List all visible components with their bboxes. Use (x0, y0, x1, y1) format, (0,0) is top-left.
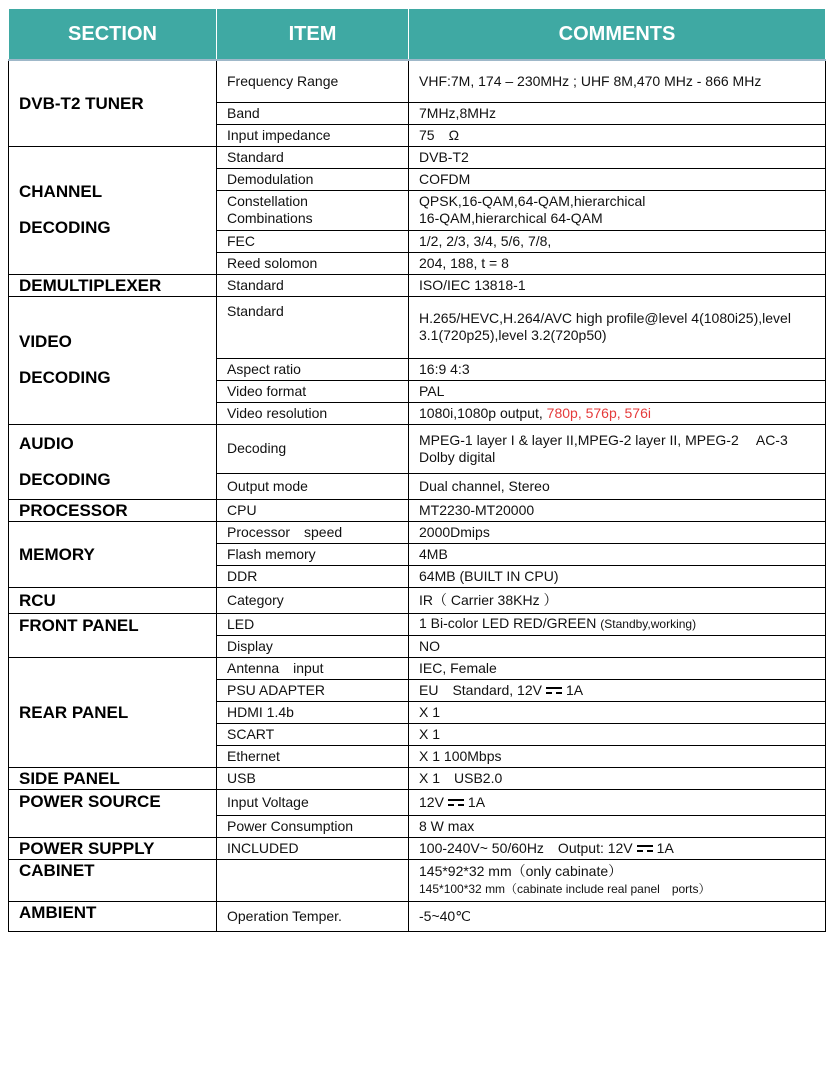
item-cell: Power Consumption (217, 815, 409, 837)
section-channel-decoding (9, 146, 217, 274)
section-power-supply: POWER SUPPLY (9, 837, 217, 859)
item-cell: Standard (217, 296, 409, 358)
item-cell: Video format (217, 380, 409, 402)
item-cell: Input impedance (217, 124, 409, 146)
comment-cell: H.265/HEVC,H.264/AVC high profile@level 4(1080i25),level 3.1(720p25),level 3.2(720p50) (409, 296, 826, 358)
comment-cell: IR（ Carrier 38KHz ） (409, 587, 826, 613)
section-side-panel: SIDE PANEL (9, 767, 217, 789)
comment-cell (409, 789, 826, 815)
comment-cell: MT2230-MT20000 (409, 499, 826, 521)
comment-cell: VHF:7M, 174 – 230MHz ; UHF 8M,470 MHz - 866 MHz (409, 60, 826, 102)
item-cell: Output mode (217, 473, 409, 499)
psu-current: 1A (565, 681, 584, 698)
comment-cell: 16:9 4:3 (409, 358, 826, 380)
header-item: ITEM (217, 9, 409, 61)
dc-symbol-icon (546, 686, 562, 695)
comment-cell: X 1 USB2.0 (409, 767, 826, 789)
comment-cell: NO (409, 635, 826, 657)
vres-highlight-text: 780p, 576p, 576i (546, 404, 651, 421)
item-cell: PSU ADAPTER (217, 679, 409, 701)
comment-cell: -5~40℃ (409, 901, 826, 931)
item-cell: Band (217, 102, 409, 124)
comment-cell: 75 Ω (409, 124, 826, 146)
section-processor: PROCESSOR (9, 499, 217, 521)
dc-symbol-icon (448, 798, 464, 807)
table-row (9, 789, 826, 815)
item-cell: Reed solomon (217, 252, 409, 274)
item-cell: DDR (217, 565, 409, 587)
section-label-line: DECODING (19, 368, 111, 387)
comment-cell: 64MB (BUILT IN CPU) (409, 565, 826, 587)
item-line: Combinations (227, 210, 313, 226)
header-section: SECTION (9, 9, 217, 61)
comment-cell: MPEG-1 layer I & layer II,MPEG-2 layer II, MPEG-2 AC-3 Dolby digital (409, 424, 826, 473)
item-cell: Display (217, 635, 409, 657)
involt-current: 1A (467, 793, 486, 810)
item-cell: Operation Temper. (217, 901, 409, 931)
included-current: 1A (656, 839, 674, 856)
item-cell: Processor speed (217, 521, 409, 543)
section-label-line: DECODING (19, 469, 111, 489)
table-row (9, 901, 826, 931)
comment-cell: ISO/IEC 13818-1 (409, 274, 826, 296)
item-cell (217, 190, 409, 230)
table-row (9, 60, 826, 102)
led-note: (Standby,working) (600, 617, 697, 631)
comment-cell: 7MHz,8MHz (409, 102, 826, 124)
item-cell: Frequency Range (217, 60, 409, 102)
section-label-line: DECODING (19, 218, 111, 237)
vres-standard-text: 1080i,1080p output, (419, 404, 547, 421)
section-rcu: RCU (9, 587, 217, 613)
item-cell: Standard (217, 274, 409, 296)
item-cell: FEC (217, 230, 409, 252)
header-row (9, 9, 826, 61)
item-cell: Aspect ratio (217, 358, 409, 380)
comment-line: 16-QAM,hierarchical 64-QAM (419, 210, 603, 226)
section-power-source: POWER SOURCE (9, 789, 217, 837)
table-row (9, 521, 826, 543)
section-ambient: AMBIENT (9, 901, 217, 931)
comment-cell: Dual channel, Stereo (409, 473, 826, 499)
item-cell: CPU (217, 499, 409, 521)
comment-cell: X 1 100Mbps (409, 745, 826, 767)
item-cell: HDMI 1.4b (217, 701, 409, 723)
dc-symbol-icon (637, 844, 653, 853)
table-row (9, 499, 826, 521)
item-cell (217, 859, 409, 901)
section-rear-panel: REAR PANEL (9, 657, 217, 767)
table-row (9, 767, 826, 789)
section-label-line: VIDEO (19, 332, 72, 351)
item-cell: Video resolution (217, 402, 409, 424)
psu-text: EU Standard, 12V (419, 681, 542, 698)
comment-cell: 204, 188, t = 8 (409, 252, 826, 274)
included-text: 100-240V~ 50/60Hz Output: 12V (419, 839, 633, 856)
section-audio-decoding (9, 424, 217, 499)
section-video-decoding (9, 296, 217, 424)
item-cell: Flash memory (217, 543, 409, 565)
involt-voltage: 12V (419, 793, 444, 810)
table-row (9, 587, 826, 613)
item-cell: USB (217, 767, 409, 789)
table-row (9, 146, 826, 168)
item-cell: LED (217, 613, 409, 635)
table-row (9, 296, 826, 358)
comment-cell (409, 613, 826, 635)
item-cell: Category (217, 587, 409, 613)
item-cell: SCART (217, 723, 409, 745)
section-label-line: CHANNEL (19, 182, 103, 201)
item-cell: Decoding (217, 424, 409, 473)
comment-cell: 2000Dmips (409, 521, 826, 543)
item-cell: Ethernet (217, 745, 409, 767)
comment-cell (409, 402, 826, 424)
item-cell: Standard (217, 146, 409, 168)
comment-cell: 4MB (409, 543, 826, 565)
spec-table (8, 8, 826, 932)
item-cell: Antenna input (217, 657, 409, 679)
cabinet-size-line: 145*92*32 mm（only cabinate） (419, 862, 623, 879)
table-row (9, 657, 826, 679)
comment-cell (409, 679, 826, 701)
table-row (9, 837, 826, 859)
table-row (9, 613, 826, 635)
item-cell: INCLUDED (217, 837, 409, 859)
table-row (9, 859, 826, 901)
comment-cell: 8 W max (409, 815, 826, 837)
section-cabinet: CABINET (9, 859, 217, 901)
section-dvb-t2-tuner: DVB-T2 TUNER (9, 60, 217, 146)
table-row (9, 424, 826, 473)
item-cell: Demodulation (217, 168, 409, 190)
comment-cell: X 1 (409, 723, 826, 745)
led-text: 1 Bi-color LED RED/GREEN (419, 615, 601, 631)
comment-cell: COFDM (409, 168, 826, 190)
section-demultiplexer: DEMULTIPLEXER (9, 274, 217, 296)
section-memory: MEMORY (9, 521, 217, 587)
section-front-panel: FRONT PANEL (9, 613, 217, 657)
comment-cell: PAL (409, 380, 826, 402)
table-row (9, 274, 826, 296)
comment-cell (409, 190, 826, 230)
comment-cell: X 1 (409, 701, 826, 723)
comment-line: QPSK,16-QAM,64-QAM,hierarchical (419, 193, 646, 209)
section-label-line: AUDIO (19, 433, 74, 453)
comment-cell: IEC, Female (409, 657, 826, 679)
comment-cell (409, 837, 826, 859)
comment-cell: DVB-T2 (409, 146, 826, 168)
comment-cell: 1/2, 2/3, 3/4, 5/6, 7/8, (409, 230, 826, 252)
cabinet-size-line: 145*100*32 mm（cabinate include real panel ports） (419, 881, 711, 896)
item-line: Constellation (227, 193, 308, 209)
comment-cell (409, 859, 826, 901)
item-cell: Input Voltage (217, 789, 409, 815)
header-comments: COMMENTS (409, 9, 826, 61)
